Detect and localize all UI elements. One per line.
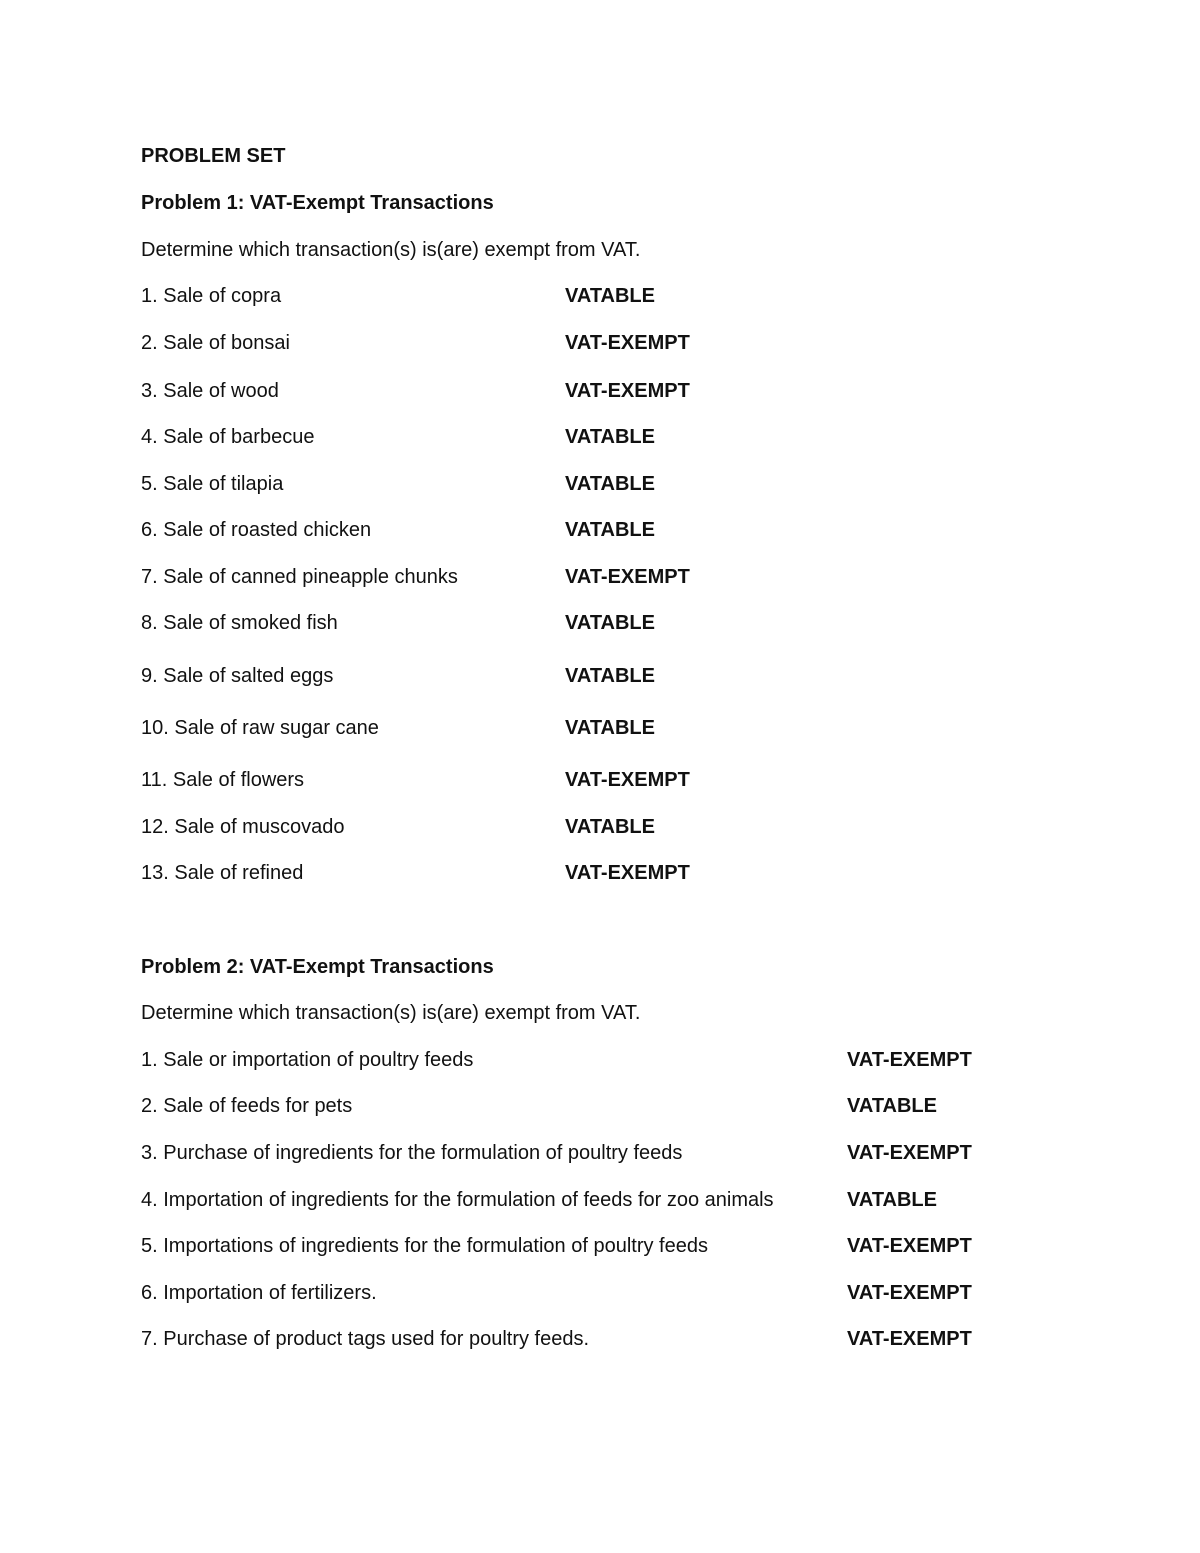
item-status: VAT-EXEMPT — [847, 1049, 972, 1071]
problem1-item — [141, 283, 1041, 309]
problem1-item — [141, 424, 1041, 450]
problem1-item — [141, 663, 1041, 689]
problem1-item — [141, 610, 1041, 636]
problem1-instruction: Determine which transaction(s) is(are) exempt from VAT. — [141, 239, 641, 261]
item-text: 5. Sale of tilapia — [141, 473, 284, 495]
problem2-item — [141, 1140, 1041, 1166]
item-status: VAT-EXEMPT — [565, 380, 690, 402]
item-status: VAT-EXEMPT — [847, 1142, 972, 1164]
item-text: 13. Sale of refined — [141, 862, 304, 884]
item-text: 5. Importations of ingredients for the formulation of poultry feeds — [141, 1235, 708, 1257]
item-status: VATABLE — [565, 612, 655, 634]
item-status: VATABLE — [565, 426, 655, 448]
item-status: VATABLE — [847, 1095, 937, 1117]
item-text: 1. Sale of copra — [141, 285, 282, 307]
item-status: VATABLE — [565, 473, 655, 495]
problem2-item — [141, 1047, 1041, 1073]
problem1-item — [141, 860, 1041, 886]
problem1-item — [141, 378, 1041, 404]
item-status: VAT-EXEMPT — [565, 332, 690, 354]
item-text: 10. Sale of raw sugar cane — [141, 717, 379, 739]
item-text: 1. Sale or importation of poultry feeds — [141, 1049, 474, 1071]
problem1-item — [141, 517, 1041, 543]
item-status: VATABLE — [565, 519, 655, 541]
item-status: VAT-EXEMPT — [565, 862, 690, 884]
item-status: VAT-EXEMPT — [565, 769, 690, 791]
document-heading: PROBLEM SET — [141, 145, 286, 167]
item-text: 2. Sale of bonsai — [141, 332, 290, 354]
item-status: VATABLE — [565, 816, 655, 838]
item-text: 3. Purchase of ingredients for the formulation of poultry feeds — [141, 1142, 683, 1164]
problem2-instruction: Determine which transaction(s) is(are) exempt from VAT. — [141, 1002, 641, 1024]
item-text: 4. Importation of ingredients for the formulation of feeds for zoo animals — [141, 1189, 774, 1211]
item-status: VATABLE — [847, 1189, 937, 1211]
problem1-item — [141, 715, 1041, 741]
item-text: 2. Sale of feeds for pets — [141, 1095, 353, 1117]
item-status: VAT-EXEMPT — [847, 1328, 972, 1350]
item-text: 6. Importation of fertilizers. — [141, 1282, 377, 1304]
problem1-item — [141, 767, 1041, 793]
item-text: 11. Sale of flowers — [141, 769, 305, 791]
problem2-item — [141, 1280, 1041, 1306]
problem2-item — [141, 1233, 1041, 1259]
problem2-title: Problem 2: VAT-Exempt Transactions — [141, 956, 494, 978]
item-status: VAT-EXEMPT — [847, 1235, 972, 1257]
item-text: 6. Sale of roasted chicken — [141, 519, 372, 541]
item-text: 12. Sale of muscovado — [141, 816, 345, 838]
item-status: VATABLE — [565, 717, 655, 739]
problem1-item — [141, 471, 1041, 497]
item-text: 9. Sale of salted eggs — [141, 665, 334, 687]
problem1-item — [141, 564, 1041, 590]
problem1-title: Problem 1: VAT-Exempt Transactions — [141, 192, 494, 214]
item-status: VATABLE — [565, 285, 655, 307]
item-text: 8. Sale of smoked fish — [141, 612, 338, 634]
problem1-item — [141, 814, 1041, 840]
problem2-item — [141, 1093, 1041, 1119]
item-text: 7. Sale of canned pineapple chunks — [141, 566, 458, 588]
problem2-item — [141, 1187, 1041, 1213]
item-text: 4. Sale of barbecue — [141, 426, 315, 448]
item-status: VAT-EXEMPT — [565, 566, 690, 588]
item-status: VAT-EXEMPT — [847, 1282, 972, 1304]
problem1-item — [141, 330, 1041, 356]
item-text: 3. Sale of wood — [141, 380, 279, 402]
item-text: 7. Purchase of product tags used for poultry feeds. — [141, 1328, 590, 1350]
item-status: VATABLE — [565, 665, 655, 687]
problem2-item — [141, 1326, 1041, 1352]
